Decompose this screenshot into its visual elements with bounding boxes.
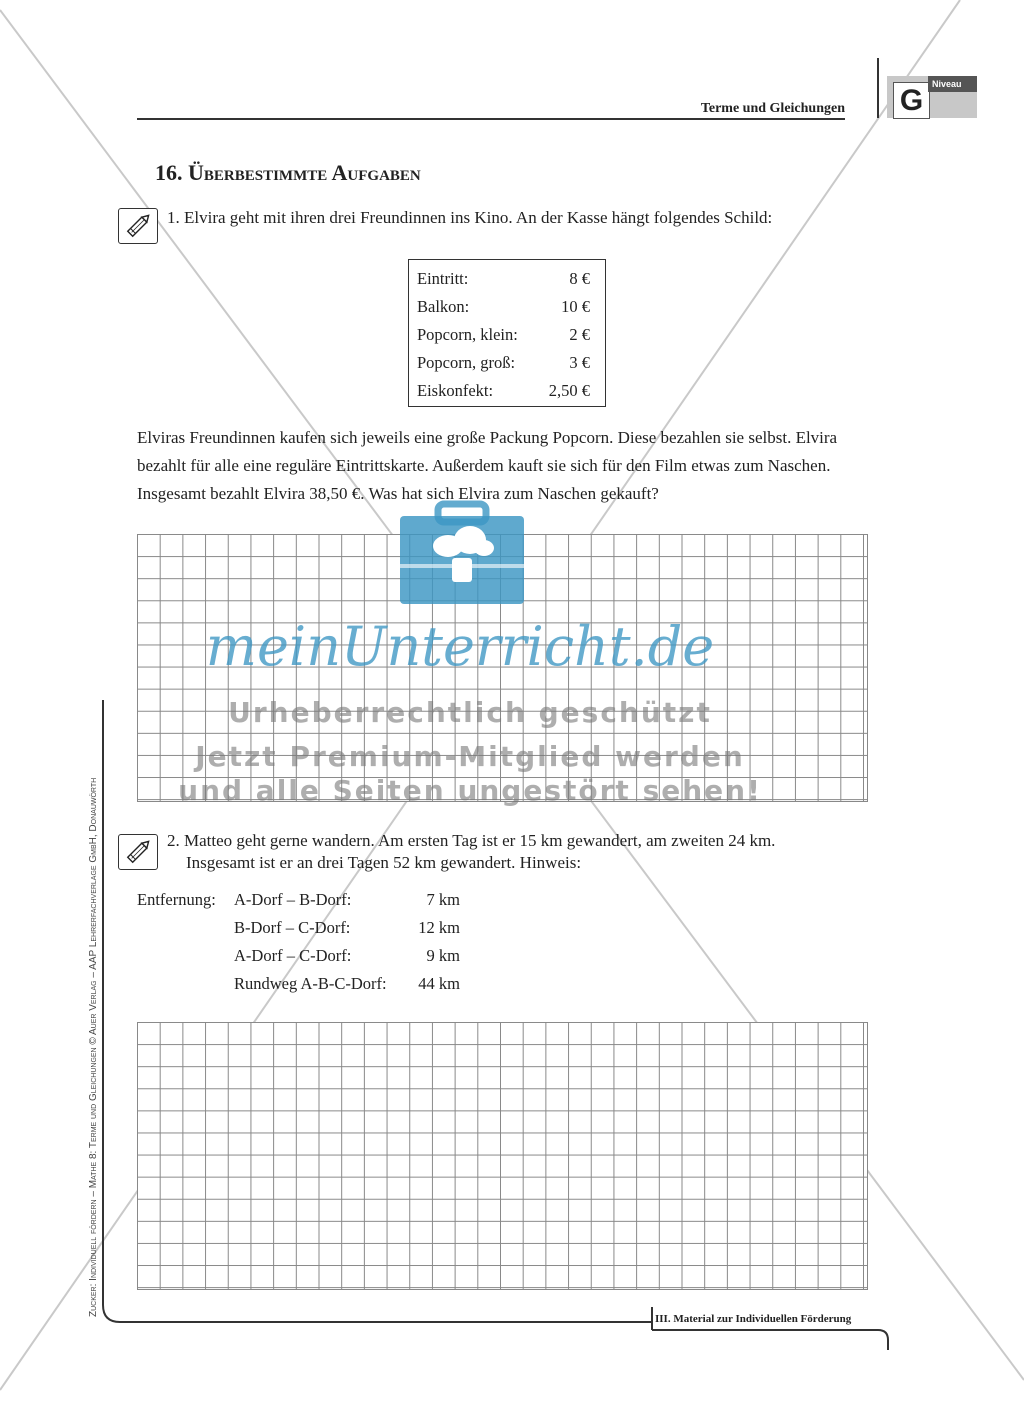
distance-label: Entfernung: [137, 890, 216, 909]
watermark-line-3: und alle Seiten ungestört sehen! [178, 774, 762, 807]
paragraph-line: bezahlt für alle eine reguläre Eintrittskarte. Außerdem kauft sie sich für den Film etwas zum Naschen. [137, 456, 831, 475]
watermark-line-2: Jetzt Premium-Mitglied werden [195, 740, 745, 773]
sign-label: Eintritt: [417, 269, 469, 288]
route-value: 9 km [426, 946, 460, 965]
route-label: Rundweg A-B-C-Dorf: [234, 974, 387, 993]
side-credit-text: Zucker: Individuell fördern – Mathe 8: Terme und Gleichungen © Auer Verlag – AAP Lehrerfachverlage GmbH, Donauwörth [88, 777, 99, 1317]
watermark-brand: meinUnterricht.de [205, 615, 715, 678]
footer-text: III. Material zur Individuellen Förderung [655, 1313, 852, 1325]
route-value: 12 km [418, 918, 460, 937]
task2-line-1: 2. Matteo geht gerne wandern. Am ersten Tag ist er 15 km gewandert, am zweiten 24 km. [167, 831, 776, 850]
sign-label: Eiskonfekt: [417, 381, 494, 400]
sign-value: 2,50 € [548, 381, 590, 400]
sign-value: 8 € [569, 269, 590, 288]
sign-label: Popcorn, groß: [417, 353, 516, 372]
route-label: A-Dorf – C-Dorf: [234, 946, 352, 965]
route-label: A-Dorf – B-Dorf: [234, 890, 352, 909]
watermark-line-1: Urheberrechtlich geschützt [228, 696, 712, 729]
task2-line-2: Insgesamt ist er an drei Tagen 52 km gewandert. Hinweis: [186, 853, 582, 872]
sign-value: 2 € [569, 325, 590, 344]
niveau-label: Niveau [928, 76, 977, 92]
task1-text: 1. Elvira geht mit ihren drei Freundinnen ins Kino. An der Kasse hängt folgendes Schild: [167, 208, 773, 227]
header-title: Terme und Gleichungen [700, 101, 845, 116]
route-value: 7 km [426, 890, 460, 909]
sign-label: Balkon: [417, 297, 470, 316]
sign-label: Popcorn, klein: [417, 325, 518, 344]
section-title: 16. Überbestimmte Aufgaben [155, 160, 421, 185]
niveau-letter: G [893, 82, 930, 119]
route-label: B-Dorf – C-Dorf: [234, 918, 351, 937]
sign-value: 3 € [569, 353, 590, 372]
paragraph-line: Elviras Freundinnen kaufen sich jeweils eine große Packung Popcorn. Diese bezahlen sie selbst. Elvira [137, 428, 838, 447]
sign-value: 10 € [561, 297, 590, 316]
paragraph-line: Insgesamt bezahlt Elvira 38,50 €. Was hat sich Elvira zum Naschen gekauft? [137, 484, 659, 503]
route-value: 44 km [418, 974, 460, 993]
